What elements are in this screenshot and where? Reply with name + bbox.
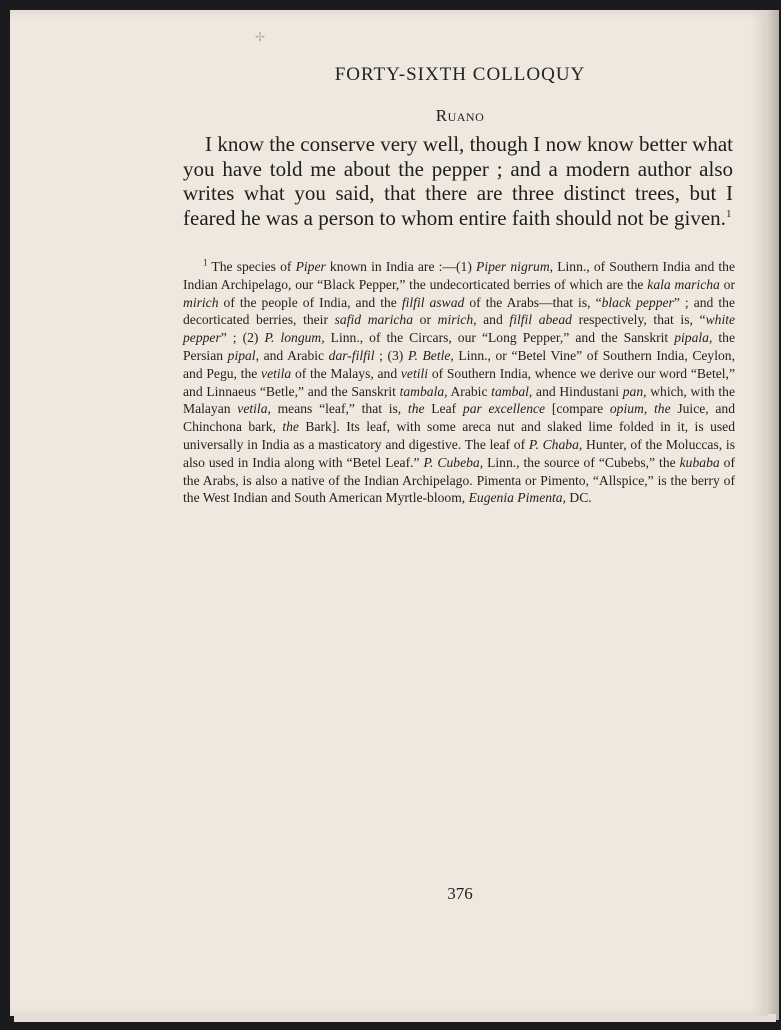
footnote-text: means “leaf,” that is, — [270, 401, 408, 417]
footnote-text: of the Malays, and — [291, 365, 401, 381]
footnote-italic-term: pipala, — [674, 330, 713, 346]
footnote-reference: 1 — [725, 207, 732, 220]
running-head: FORTY-SIXTH COLLOQUY — [334, 64, 586, 85]
footnote-text: of the Arabs—that is, “ — [464, 294, 602, 310]
footnote-text: or — [719, 276, 735, 292]
footnote-italic-term: tambala, — [399, 383, 448, 399]
footnote-text: and Hindustani — [532, 383, 623, 399]
footnote-text: DC. — [566, 490, 592, 506]
footnote-italic-term: mirich, — [437, 312, 477, 328]
footnote-text: of the Arabs, is also a native of the Indian Archipelago. Pimenta or Pimento, “Allspice,” is the berry of the West Indian and South American Myrtle-bloom, — [183, 454, 735, 506]
footnote-text: , Linn., of Southern India and the Indian Archipelago, our “Black Pepper,” the undecorticated berries of which are the — [183, 259, 736, 292]
footnote-italic-term: the — [282, 419, 299, 435]
footnote-text: known in India are :—(1) — [325, 259, 477, 274]
footnote-text: Leaf — [424, 401, 463, 417]
footnote-italic-term: P. Chaba, — [528, 436, 583, 452]
page-edge — [768, 10, 779, 1020]
footnote-text: which, with the Malayan — [183, 383, 735, 417]
footnote-text: of Southern India, whence we derive our word “Betel,” and Linnaeus “Betle,” and the Sanskrit — [183, 365, 735, 399]
footnote-text: respectively, that is, “ — [571, 312, 706, 328]
footnote-text — [647, 401, 654, 416]
footnote-italic-term: kubaba — [679, 454, 720, 470]
footnote-italic-term: Eugenia Pimenta, — [468, 490, 566, 506]
footnote-text: or — [413, 312, 438, 328]
footnote-italic-term: Piper nigrum — [476, 259, 550, 274]
footnote-italic-term: vetili — [400, 365, 429, 381]
footnote-text: Linn., the source of “Cubebs,” the — [483, 454, 680, 470]
footnote-italic-term: P. Cubeba, — [423, 454, 484, 470]
ink-smudge-icon: ✢ — [255, 30, 266, 44]
footnote-text: Arabic — [447, 383, 492, 399]
footnote-italic-term: the — [654, 401, 671, 417]
footnote-text: the Persian — [183, 330, 736, 363]
footnote-italic-term: opium, — [609, 401, 648, 417]
footnote-italic-term: mirich — [183, 294, 219, 310]
footnote-italic-term: safid maricha — [334, 312, 414, 328]
footnote-italic-term: par excellence — [462, 401, 546, 417]
footnote-italic-term: filfil aswad — [401, 294, 465, 310]
footnote-text: Bark]. Its leaf, with some areca nut and slaked lime folded in it, is used universally in India as a masticatory and digestive. The leaf of — [183, 419, 735, 452]
footnote-italic-term: tambal, — [491, 383, 533, 399]
footnote-italic-term: black pepper — [601, 294, 674, 310]
footnote-text: Linn., of the Circars, our “Long Pepper,” and the Sanskrit — [324, 330, 675, 346]
footnote — [183, 258, 735, 507]
footnote-marker: 1 — [203, 257, 208, 268]
footnote-text: of the people of India, and the — [218, 294, 402, 310]
main-paragraph — [183, 132, 733, 230]
footnote-italic-term: filfil abead — [509, 312, 572, 328]
footnote-italic-term: vetila, — [237, 401, 271, 417]
footnote-italic-term: vetila — [261, 365, 292, 381]
page-number: 376 — [447, 884, 473, 903]
footnote-text: Juice, and Chinchona bark, — [183, 401, 736, 435]
footnote-italic-term: pipal, — [227, 347, 259, 363]
footnote-italic-term: white pepper — [183, 312, 736, 346]
footnote-text: ” ; (2) — [220, 330, 265, 346]
footnote-text: ; (3) — [374, 347, 408, 363]
footnote-text: [compare — [545, 401, 610, 417]
footnote-italic-term: kala maricha — [647, 276, 720, 292]
footnote-italic-term: P. longum, — [264, 330, 325, 346]
footnote-italic-term: pan, — [622, 383, 647, 399]
main-paragraph-text: I know the conserve very well, though I now know better what you have told me about the pepper ; and a modern author also writes what you said, that there are three distinct trees, but I feared he was a person to whom entire faith should not be given. — [183, 132, 733, 230]
footnote-text: Hunter, of the Moluccas, is also used in India along with “Betel Leaf.” — [183, 436, 735, 470]
footnote-italic-term: the — [407, 401, 425, 417]
footnote-italic-term: P. Betle, — [407, 347, 454, 363]
footnote-text: The species of — [207, 259, 296, 274]
footnote-text: Linn., or “Betel Vine” of Southern India, Ceylon, and Pegu, the — [183, 347, 736, 381]
speaker-name: Ruano — [435, 106, 485, 125]
footnote-text: ” ; and the decorticated berries, their — [183, 294, 735, 328]
footnote-text: and — [476, 312, 510, 328]
footnote-italic-term: dar-filfil — [328, 347, 375, 363]
footnote-italic-term: Piper — [295, 259, 326, 274]
footnote-text: and Arabic — [258, 347, 329, 363]
